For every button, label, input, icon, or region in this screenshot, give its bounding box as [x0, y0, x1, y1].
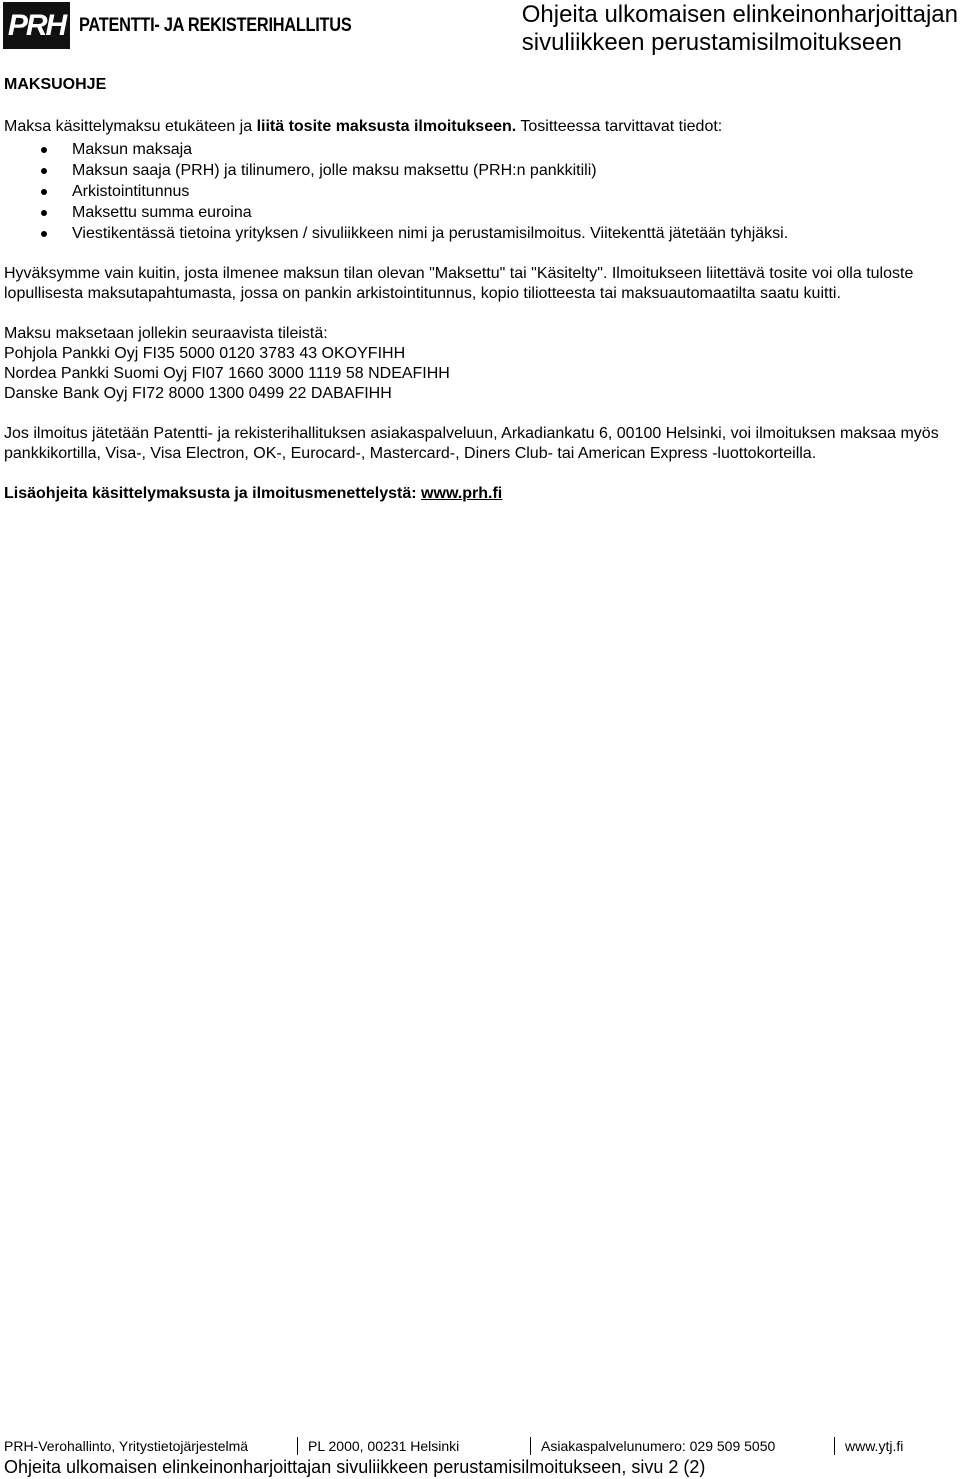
bank-account: Danske Bank Oyj FI72 8000 1300 0499 22 DABAFIHH: [4, 385, 392, 402]
prh-website-link[interactable]: www.prh.fi: [421, 485, 503, 502]
footer-contacts: [4, 1437, 956, 1455]
footer-page-title: Ohjeita ulkomaisen elinkeinonharjoittajan sivuliikkeen perustamisilmoitukseen, sivu 2 (2): [4, 1457, 706, 1477]
office-payment-note: Jos ilmoitus jätetään Patentti- ja rekisterihallituksen asiakaspalveluun, Arkadiankatu 6, 00100 Helsinki, voi ilmoituksen maksaa myös pankkikortilla, Visa-, Visa Electron, OK-, Eurocard-, Mastercard-, Diners Club- tai American Express -luottokorteilla.: [4, 425, 939, 462]
intro-text-bold: liitä tosite maksusta ilmoitukseen.: [256, 118, 517, 135]
bank-account: Pohjola Pankki Oyj FI35 5000 0120 3783 43 OKOYFIHH: [4, 345, 406, 362]
payment-instructions: [4, 117, 954, 504]
footer-address: PL 2000, 00231 Helsinki: [308, 1437, 531, 1455]
prh-logo-text: PATENTTI- JA REKISTERIHALLITUS: [79, 14, 352, 36]
intro-text-b: Tositteessa tarvittavat tiedot:: [516, 118, 723, 135]
prh-logo: [3, 2, 396, 49]
more-info: [4, 484, 954, 504]
document-title-line1: Ohjeita ulkomaisen elinkeinonharjoittajan: [521, 1, 958, 28]
footer-phone: Asiakaspalvelunumero: 029 509 5050: [541, 1437, 835, 1455]
prh-logo-mark: PRH: [3, 2, 70, 49]
footer-website: www.ytj.fi: [845, 1438, 904, 1454]
intro-text-a: Maksa käsittelymaksu etukäteen ja: [4, 118, 257, 135]
list-item: Arkistointitunnus: [4, 181, 954, 202]
document-title: [522, 1, 958, 57]
document-title-line2: sivuliikkeen perustamisilmoitukseen: [521, 29, 902, 56]
receipt-note: Hyväksymme vain kuitin, josta ilmenee maksun tilan olevan "Maksettu" tai "Käsitelty". Ilmoitukseen liitettävä tosite voi olla tuloste lopullisesta maksutapahtumasta, jossa on pankin arkistointitunnus, kopio tiliotteesta tai maksuautomaatilta saatu kuitti.: [4, 265, 914, 302]
list-item: Maksettu summa euroina: [4, 202, 954, 223]
page-footer: [4, 1437, 956, 1478]
required-info-list: [4, 139, 954, 244]
more-info-text: Lisäohjeita käsittelymaksusta ja ilmoitusmenettelystä:: [4, 485, 422, 502]
intro-paragraph: [4, 117, 954, 137]
footer-organization: PRH-Verohallinto, Yritystietojärjestelmä: [4, 1437, 298, 1455]
list-item: Maksun saaja (PRH) ja tilinumero, jolle maksu maksettu (PRH:n pankkitili): [4, 160, 954, 181]
list-item: Viestikentässä tietoina yrityksen / sivuliikkeen nimi ja perustamisilmoitus. Viitekenttä jätetään tyhjäksi.: [4, 223, 954, 244]
accounts-intro: Maksu maksetaan jollekin seuraavista tileistä:: [4, 325, 328, 342]
bank-accounts-list: [4, 344, 954, 404]
section-heading: MAKSUOHJE: [4, 76, 107, 93]
bank-account: Nordea Pankki Suomi Oyj FI07 1660 3000 1119 58 NDEAFIHH: [4, 365, 450, 382]
list-item: Maksun maksaja: [4, 139, 954, 160]
